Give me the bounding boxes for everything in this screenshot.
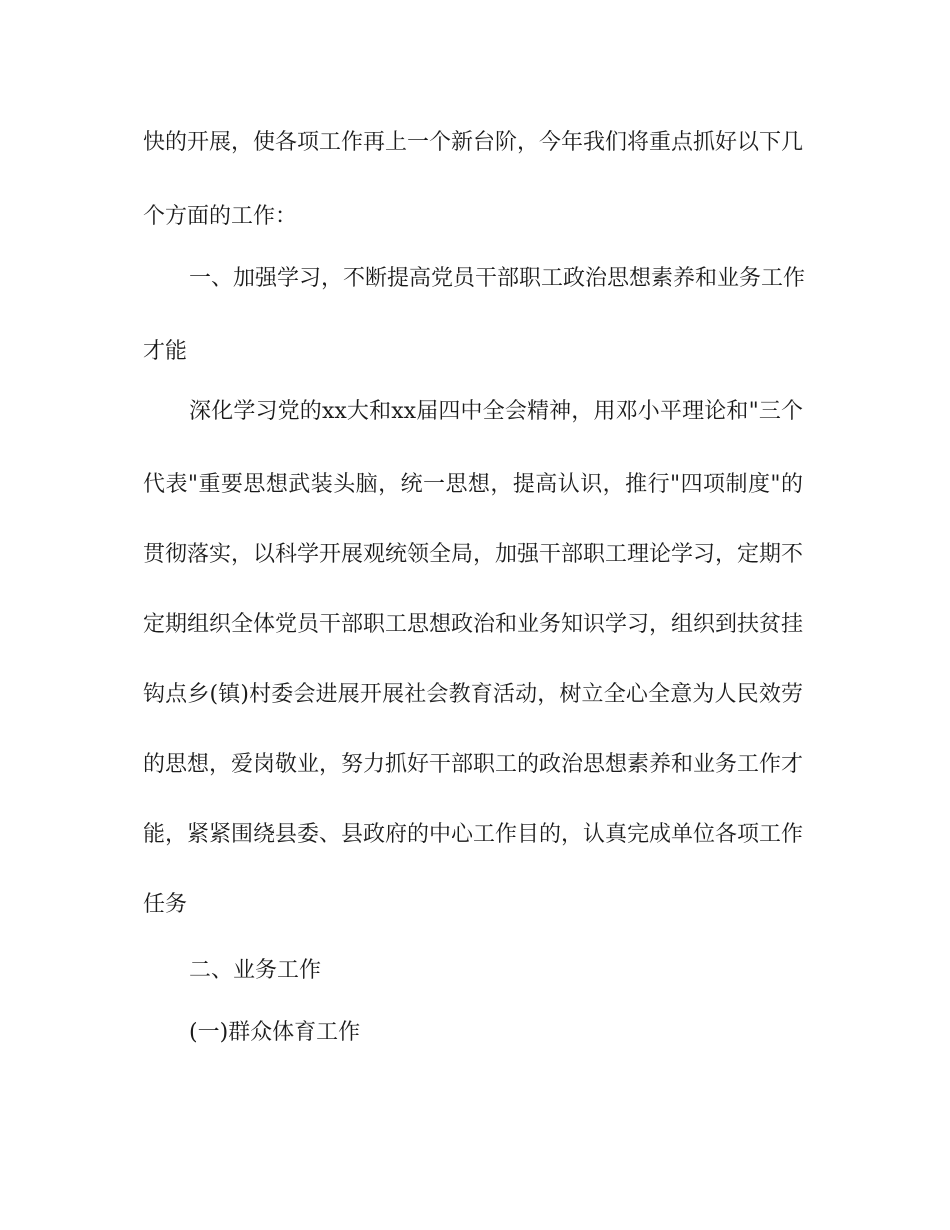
paragraph-line-1: 快的开展，使各项工作再上一个新台阶，今年我们将重点抓好以下几 (143, 130, 804, 155)
body-paragraph-line-3: 贯彻落实，以科学开展观统领全局，加强干部职工理论学习，定期不 (143, 542, 804, 567)
body-paragraph-line-7: 能，紧紧围绕县委、县政府的中心工作目的，认真完成单位各项工作 (143, 822, 804, 847)
section-heading-1-line-2: 才能 (143, 339, 188, 364)
paragraph-line-2: 个方面的工作： (143, 204, 298, 229)
subsection-heading-1: (一)群众体育工作 (189, 1020, 361, 1045)
body-paragraph-line-6: 的思想，爱岗敬业，努力抓好干部职工的政治思想素养和业务工作才 (143, 752, 804, 777)
body-paragraph-line-5: 钩点乡(镇)村委会进展开展社会教育活动，树立全心全意为人民效劳 (143, 682, 803, 707)
section-heading-1-line-1: 一、加强学习，不断提高党员干部职工政治思想素养和业务工作 (189, 266, 806, 291)
body-paragraph-line-8: 任务 (143, 892, 188, 917)
section-heading-2: 二、业务工作 (189, 958, 322, 983)
body-paragraph-line-4: 定期组织全体党员干部职工思想政治和业务知识学习，组织到扶贫挂 (143, 612, 804, 637)
body-paragraph-line-1: 深化学习党的xx大和xx届四中全会精神，用邓小平理论和"三个 (189, 399, 803, 424)
body-paragraph-line-2: 代表"重要思想武装头脑，统一思想，提高认识，推行"四项制度"的 (143, 472, 803, 497)
